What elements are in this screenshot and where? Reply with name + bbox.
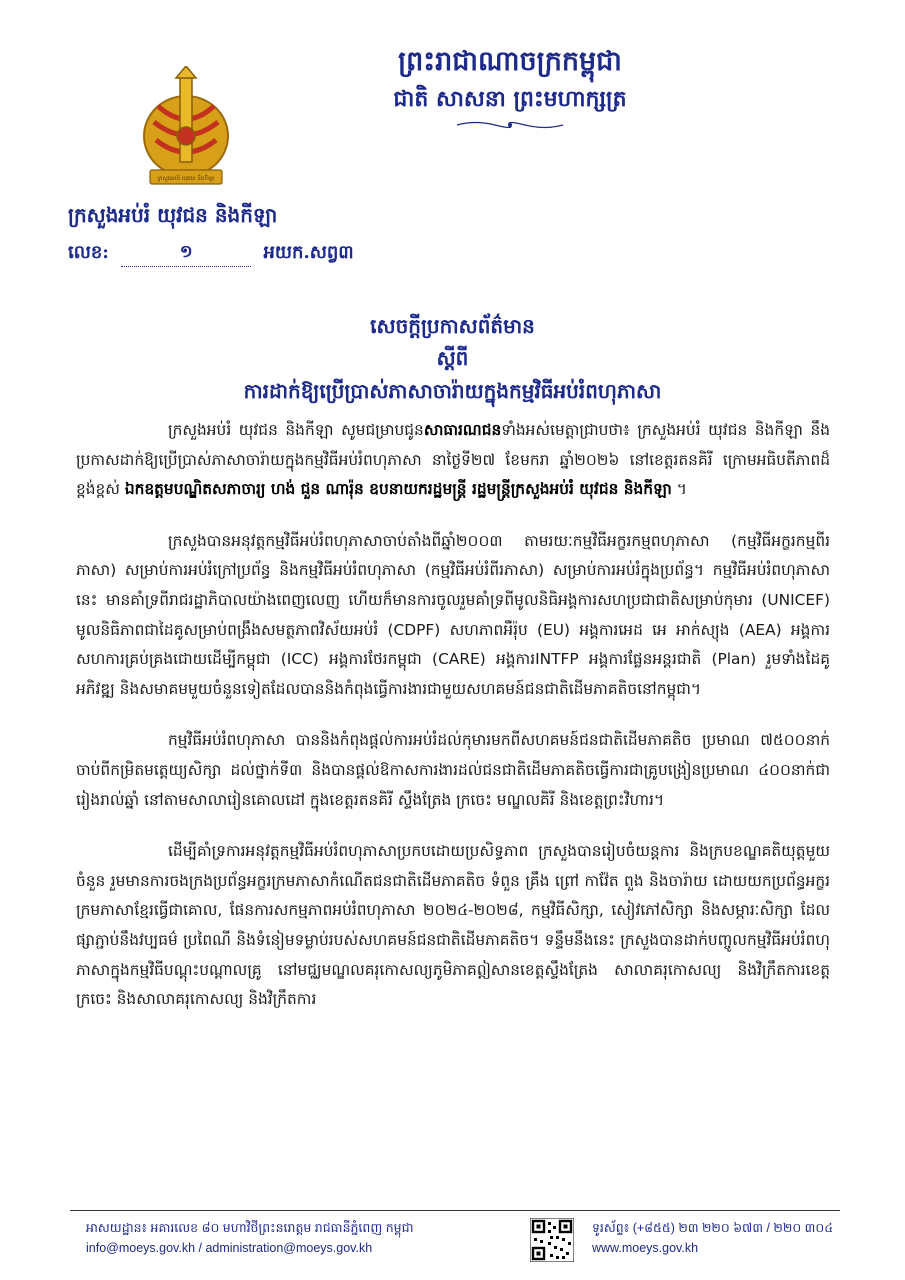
paragraph-1-text-c: ទាំងអស់មេត្តាជ្រាបថា៖ ក្រសួងអប់រំ យុវជន និងកីឡា នឹងប្រកាសដាក់ឱ្យប្រើប្រាស់ភាសាចារ៉ាយក្នុងកម្មវិធីអប់រំពហុភាសា នាថ្ងៃទី២៧ ខែមករា ឆ្នាំ២០២៦ នៅខេត្តរតនគិរី ក្រោមអធិបតីភាពដ៏ខ្ពង់ខ្ពស់ bbox=[76, 421, 830, 499]
paragraph-2: ក្រសួងបានអនុវត្តកម្មវិធីអប់រំពហុភាសាចាប់តាំងពីឆ្នាំ២០០៣ តាមរយៈកម្មវិធីអក្ខរកម្មពហុភាសា (កម្មវិធីអក្ខរកម្មពីរភាសា) សម្រាប់ការអប់រំក្រៅប្រព័ន្ធ និងកម្មវិធីអប់រំពហុភាសា (កម្មវិធីអប់រំពីរភាសា) សម្រាប់ការអប់រំក្នុងប្រព័ន្ធ។ កម្មវិធីអប់រំពហុភាសានេះ មានគាំទ្រពីរាជរដ្ឋាភិបាលយ៉ាងពេញលេញ ហើយក៏មានការចូលរួមគាំទ្រពីមូលនិធិអង្គការសហប្រជាជាតិសម្រាប់កុមារ (UNICEF) មូលនិធិភាពជាដៃគូសម្រាប់ពង្រឹងសមត្ថភាពវិស័យអប់រំ (CDPF) សហភាពអឺរ៉ុប (EU) អង្គការអេដ អេ អាក់ស្យុង (AEA) អង្គការសហការគ្រប់គ្រងជោយដើម្បីកម្ពុជា (ICC) អង្គការថែរកម្ពុជា (CARE) អង្គការINTFP អង្គការផ្លែនអន្តរជាតិ (Plan) រួមទាំងដៃគូអភិវឌ្ឍ និងសមាគមមួយចំនួនទៀតដែលបាននិងកំពុងធ្វើការងារជាមួយសហគមន៍ជនជាតិដើមភាគតិចនៅកម្ពុជា។ bbox=[76, 531, 830, 698]
footer-contact-block bbox=[592, 1218, 854, 1258]
ministry-name: ក្រសួងអប់រំ យុវជន និងកីឡា bbox=[68, 203, 278, 227]
paragraph-1 bbox=[76, 416, 830, 505]
footer-emails: info@moeys.gov.kh / administration@moeys.gov.kh bbox=[86, 1241, 373, 1255]
paragraph-3: កម្មវិធីអប់រំពហុភាសា បាននិងកំពុងផ្តល់ការអប់រំដល់កុមារមកពីសហគមន៍ជនជាតិដើមភាគតិច ប្រមាណ ៧៥០០នាក់ ចាប់ពីកម្រិតមត្តេយ្យសិក្សា ដល់ថ្នាក់ទី៣ និងបានផ្តល់ឱកាសការងារដល់ជនជាតិដើមភាគតិចធ្វើការជាគ្រូបង្រៀនប្រមាណ ៤០០នាក់ជារៀងរាល់ឆ្នាំ នៅតាមសាលារៀនគោលដៅ ក្នុងខេត្តរតនគិរី ស្ទឹងត្រែង ក្រចេះ មណ្ឌលគិរី និងខេត្តព្រះវិហារ។ bbox=[76, 731, 830, 809]
document-title bbox=[60, 310, 845, 408]
public-emphasis: សាធារណជន bbox=[423, 421, 502, 439]
page-footer bbox=[86, 1218, 846, 1270]
ministry-emblem-icon bbox=[136, 66, 236, 190]
footer-address-block bbox=[86, 1218, 506, 1258]
reference-number bbox=[68, 240, 354, 274]
reference-label: លេខ: bbox=[68, 242, 109, 263]
kingdom-heading bbox=[300, 42, 720, 132]
kingdom-line: ព្រះរាជាណាចក្រកម្ពុជា bbox=[398, 46, 622, 77]
paragraph-1-text-e: ។ bbox=[671, 480, 687, 499]
motto-line: ជាតិ សាសនា ព្រះមហាក្សត្រ bbox=[393, 86, 627, 112]
footer-address: អាសយដ្ឋាន៖ អគារលេខ ៨០ មហាវិថីព្រះនរោត្តម រាជធានីភ្នំពេញ កម្ពុជា bbox=[86, 1221, 414, 1235]
reference-code: អយក.សព្វ៣ bbox=[263, 242, 354, 263]
document-body bbox=[76, 416, 830, 1037]
footer-phone: ទូរស័ព្ទ៖ (+៨៥៥) ២៣ ២២០ ៦៧៣ / ២២០ ៣០៤ bbox=[592, 1221, 834, 1235]
reference-value: ១ bbox=[121, 241, 251, 267]
title-line-1: សេចក្តីប្រកាសព័ត៌មាន bbox=[370, 314, 535, 338]
paragraph-1-text-a: ក្រសួងអប់រំ យុវជន និងកីឡា សូមជម្រាបជូន bbox=[168, 421, 424, 439]
svg-text:ក្រសួងអប់រំ យុវជន និងកីឡា: ក្រសួងអប់រំ យុវជន និងកីឡា bbox=[157, 176, 215, 182]
title-line-2: ស្តីពី bbox=[436, 346, 469, 370]
footer-website[interactable]: www.moeys.gov.kh bbox=[592, 1241, 699, 1255]
ornament-divider bbox=[455, 118, 565, 132]
minister-emphasis: ឯកឧត្តមបណ្ឌិតសភាចារ្យ ហង់ ជួន ណារ៉ុន ឧបនាយករដ្ឋមន្ត្រី រដ្ឋមន្ត្រីក្រសួងអប់រំ យុវជន និងកីឡា bbox=[124, 480, 672, 499]
footer-divider bbox=[70, 1210, 840, 1211]
qr-code-icon bbox=[530, 1218, 574, 1262]
paragraph-4: ដើម្បីគាំទ្រការអនុវត្តកម្មវិធីអប់រំពហុភាសាប្រកបដោយប្រសិទ្ធភាព ក្រសួងបានរៀបចំយន្តការ និងក្របខណ្ឌគតិយុត្តមួយចំនួន រួមមានការចងក្រងប្រព័ន្ធអក្ខរក្រមភាសាកំណើតជនជាតិដើមភាគតិច ទំពួន គ្រឹង ព្រៅ កាវ៉ែត ពួង និងចារ៉ាយ ដោយយកប្រព័ន្ធអក្ខរក្រមភាសាខ្មែរធ្វើជាគោល, ផែនការសកម្មភាពអប់រំពហុភាសា ២០២៤-២០២៨, កម្មវិធីសិក្សា, សៀវភៅសិក្សា និងសម្ភារៈសិក្សា ដែលផ្សាភ្ជាប់នឹងវប្បធម៌ ប្រពៃណី និងទំនៀមទម្លាប់របស់សហគមន៍ជនជាតិដើមភាគតិច។ ទន្ទឹមនឹងនេះ ក្រសួងបានដាក់បញ្ចូលកម្មវិធីអប់រំពហុភាសាក្នុងកម្មវិធីបណ្តុះបណ្តាលគ្រូ នៅមជ្ឈមណ្ឌលគរុកោសល្យភូមិភាគឦសានខេត្តស្ទឹងត្រែង សាលាគរុកោសល្យ និងវិក្រឹតការខេត្តក្រចេះ និងសាលាគរុកោសល្យ និងវិក្រឹតការ bbox=[76, 842, 830, 1009]
title-line-3: ការដាក់ឱ្យប្រើប្រាស់ភាសាចារ៉ាយក្នុងកម្មវិធីអប់រំពហុភាសា bbox=[243, 379, 662, 403]
